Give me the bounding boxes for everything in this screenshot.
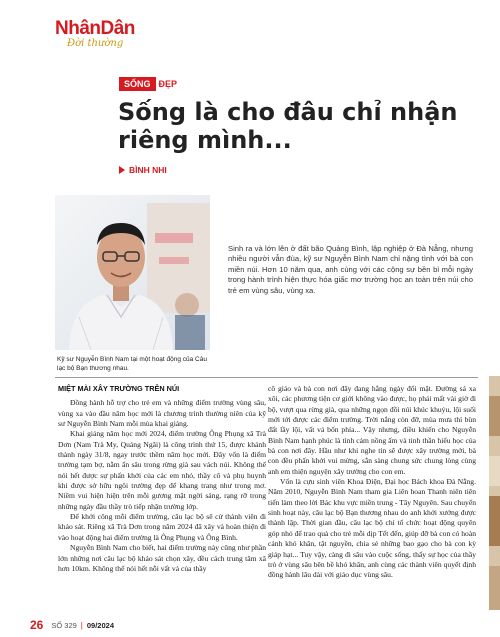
issue-number: SỐ 329 xyxy=(51,620,77,630)
newspaper-logo xyxy=(55,18,143,66)
paragraph: Đồng hành hỗ trợ cho trẻ em và những điểm trường vùng sâu, vùng xa vào đầu năm học mới là chương trình thường niên của kỹ sư Nguyễn Bình Nam mỗi mùa khai giảng. xyxy=(58,398,266,429)
logo-brand: NhânDân xyxy=(55,18,135,39)
section-primary: SỐNG xyxy=(119,77,156,91)
article-photo xyxy=(55,195,210,350)
photo-caption: Kỹ sư Nguyễn Bình Nam tại một hoạt động của Câu lạc bộ Bạn thương nhau. xyxy=(57,356,207,372)
footer-separator: | xyxy=(80,620,83,630)
byline xyxy=(119,165,167,175)
page-number: 26 xyxy=(30,618,44,632)
edge-image xyxy=(489,376,500,610)
article-lead: Sinh ra và lớn lên ở đất bão Quảng Bình, lập nghiệp ở Đà Nẵng, nhưng nhiều người vẫn đùa, kỹ sư Nguyễn Bình Nam chỉ nặng tình với bà con miền núi. Hơn 10 năm qua, anh cùng với các cộng sự bền bỉ mỗi ngày trong hành trình hiện thực hóa giấc mơ trường học an toàn trên núi cho trẻ em vùng sâu, vùng xa. xyxy=(228,244,473,295)
triangle-bullet-icon xyxy=(119,166,125,174)
page-footer xyxy=(30,618,114,632)
portrait-illustration xyxy=(55,195,210,350)
body-column-1 xyxy=(58,384,266,574)
author-name: BÌNH NHI xyxy=(129,165,167,175)
section-secondary: ĐẸP xyxy=(158,79,178,89)
paragraph: Để khởi công mỗi điểm trường, câu lạc bộ sẽ cử thành viên đi khảo sát. Riêng xã Trà Dơn trong năm 2024 đã xây và hoàn thiện đi vào hoạt động hai điểm trường là Ông Phụng và Ông Bình. xyxy=(58,512,266,542)
section-label xyxy=(119,77,177,91)
body-column-2 xyxy=(268,384,476,581)
paragraph: Khai giảng năm học mới 2024, điểm trường Ông Phụng xã Trà Dơn (Nam Trà My, Quảng Ngãi) là công trình thứ 15, được khánh thành ngày 31/8, ngay trước thềm năm học mới. Đây vốn là điểm trường tạm bợ, nằm ẩn sâu trong rừng già sau vách núi. Không thể nói hết được sự phấn khởi của các em nhỏ, thầy cô và phụ huynh khi được sở hữu ngôi trường đẹp để khang trang như trong mơ. Niềm vui hiện hiện trên mỗi gương mặt ngời sáng, rạng rỡ trong những ngày đầu thầy trò tiếp nhận trường lớp. xyxy=(58,429,266,511)
divider xyxy=(55,377,478,378)
paragraph: Vốn là cựu sinh viên Khoa Điện, Đại học Bách khoa Đà Nẵng. Năm 2010, Nguyễn Bình Nam tham gia Liên hoan Thanh niên tiên tiến làm theo lời Bác khu vực miền trung - Tây Nguyên. Sau chuyến sinh hoạt này, câu lạc bộ Bạn thương nhau do anh khởi xướng được thành lập. Thời gian đầu, câu lạc bộ chỉ tổ chức hoạt động quyên góp nhỏ để trao quà cho trẻ mỗi dịp Tết đến, giúp đỡ bà con có hoàn cảnh khó khăn, tật nguyền, chia sẻ những bao gạo cho bà con kỳ giáp hạt... Tuy vậy, càng đi sâu vào cuộc sống, thấy sự học của thầy trò ở vùng sâu bên bề khó khăn, anh cùng các thành viên quyết định đồng hành lâu dài với giáo dục vùng sâu. xyxy=(268,477,476,580)
subheading: MIỆT MÀI XÂY TRƯỜNG TRÊN NÚI xyxy=(58,384,180,393)
issue-date: 09/2024 xyxy=(86,620,114,630)
logo-tagline: Đời thường xyxy=(67,38,124,49)
paragraph: cô giáo và bà con nơi đây đang hằng ngày đối mặt. Đường sá xa xôi, các phương tiện cơ giới không vào được, họ phải mất vài giờ đi bộ, vượt qua rừng già, qua những ngọn đồi núi khúc khuỷu, lội suối mới tới được các điểm trường. Trời nắng còn đỡ, mùa mưa thì bùn đất lầy lội, vất vả bốn phía... Vậy nhưng, điều khiến cho Nguyễn Bình Nam hạnh phúc là tình cảm nồng ấm và tinh thần hiếu học của bà con nơi đây. Hầu như khi nghe tin sẽ được xây trường mới, bà con đều phấn khởi vui mừng, sẵn sàng chung sức chung lòng cùng anh em thiện nguyện xây trường cho con em. xyxy=(268,384,476,476)
paragraph: Nguyễn Bình Nam cho biết, hai điểm trường này cũng như phần lớn những nơi câu lạc bộ khảo sát chọn xây, đều cách trung tâm xã hơn 10km. Không thể nói hết nỗi vất vả của thầy xyxy=(58,543,266,573)
edge-image-graphic xyxy=(489,376,500,610)
article-title: Sống là cho đâu chỉ nhận riêng mình... xyxy=(118,98,458,154)
